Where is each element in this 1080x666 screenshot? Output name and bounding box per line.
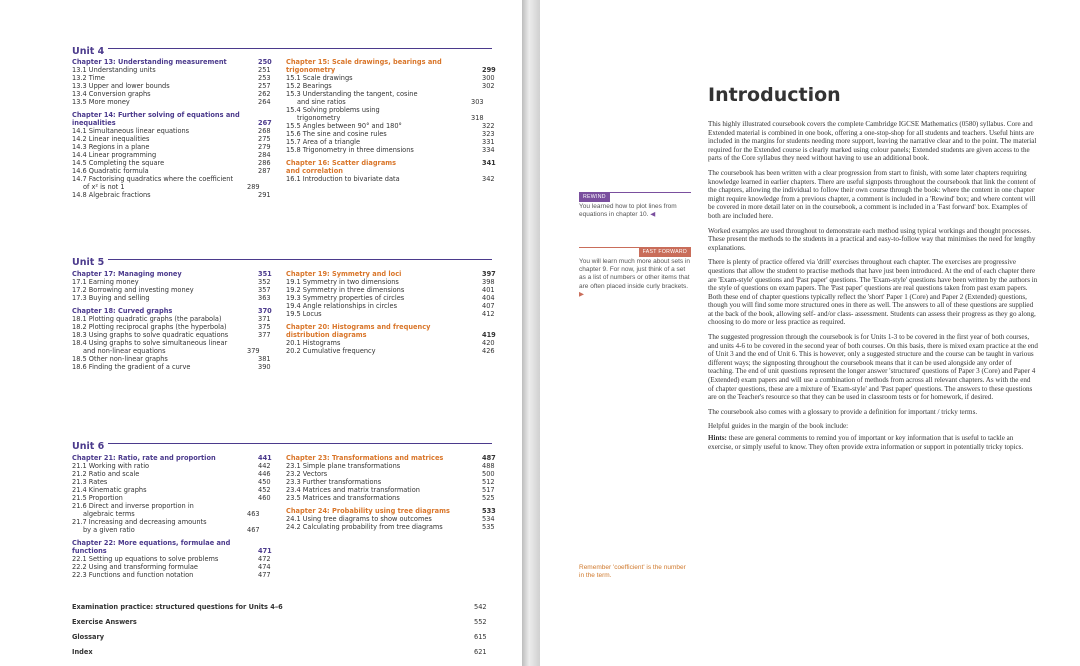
section-entry[interactable]: 18.4 Using graphs to solve simultaneous linear [72, 339, 228, 347]
rewind-arrow-icon: ◀ [650, 211, 656, 219]
paragraph: This highly illustrated coursebook covers the complete Cambridge IGCSE Mathematics (0580) syllabus. Core and Extended material is combined in one book, offering a one-stop-shop for all students and teachers. Useful hints are included in the margins for students needing more support, leaving the narrative clear and to the point. The material required for the Extended course is clearly marked using colour panels; Extended students are given access to the parts of the Core syllabus they need without having to use an additional book. [708, 120, 1037, 163]
rewind-box [579, 192, 691, 219]
section-entry[interactable]: 24.2 Calculating probability from tree diagrams 535 [286, 523, 495, 531]
introduction-page [540, 0, 1080, 666]
section-entry[interactable]: of x² is not 1 289 [83, 183, 260, 191]
unit-title: Unit 6 [72, 441, 108, 452]
section-entry[interactable]: 14.5 Completing the square 286 [72, 159, 271, 167]
section-entry[interactable]: 20.1 Histograms 420 [286, 339, 495, 347]
section-entry[interactable]: 18.2 Plotting reciprocal graphs (the hyperbola) 375 [72, 323, 271, 331]
section-entry[interactable]: 16.1 Introduction to bivariate data 342 [286, 175, 495, 183]
contents-page [0, 0, 522, 666]
section-entry[interactable]: 13.4 Conversion graphs 262 [72, 90, 271, 98]
page-title: Introduction [708, 84, 841, 106]
section-entry[interactable]: 21.3 Rates 450 [72, 478, 271, 486]
unit-title: Unit 4 [72, 46, 108, 57]
chapter-entry[interactable]: Chapter 21: Ratio, rate and proportion 441 [72, 454, 272, 462]
section-entry[interactable]: 15.4 Solving problems using [286, 106, 380, 114]
section-entry[interactable]: 19.2 Symmetry in three dimensions 401 [286, 286, 495, 294]
section-entry[interactable]: and non-linear equations 379 [83, 347, 260, 355]
paragraph: Helpful guides in the margin of the book include: [708, 422, 849, 431]
chapter-entry[interactable]: Chapter 20: Histograms and frequency distribution diagrams 419 [286, 323, 496, 339]
section-entry[interactable]: 22.2 Using and transforming formulae 474 [72, 563, 271, 571]
back-matter-entry[interactable]: Index 621 [72, 648, 487, 656]
section-entry[interactable]: 13.5 More money 264 [72, 98, 271, 106]
section-entry[interactable]: 19.4 Angle relationships in circles 407 [286, 302, 495, 310]
section-entry[interactable]: 23.2 Vectors 500 [286, 470, 495, 478]
unit-heading [72, 41, 492, 55]
section-entry[interactable]: 19.1 Symmetry in two dimensions 398 [286, 278, 495, 286]
section-entry[interactable]: 23.4 Matrices and matrix transformation 517 [286, 486, 495, 494]
chapter-entry[interactable]: Chapter 23: Transformations and matrices 487 [286, 454, 496, 462]
intro-body [708, 120, 1038, 457]
toc-column [72, 270, 272, 371]
section-entry[interactable]: 13.3 Upper and lower bounds 257 [72, 82, 271, 90]
back-matter-entry[interactable]: Glossary 615 [72, 633, 487, 641]
paragraph: The suggested progression through the coursebook is for Units 1-3 to be covered in the first year of both courses, and units 4-6 to be covered in the second year of both courses. On this basis, there is mixed exam practice at the end of Unit 3 and the end of Unit 6. This is however, only a suggested structure and the course can be taught in various different ways; the signposting throughout the coursebook means that it can be used alongside any order of teaching. The end of unit questions represent the longer answer 'structured' questions of Paper 3 (Core) and Paper 4 (Extended) exam papers and will use a combination of methods from across all relevant chapters. As with the end of chapter questions, these are a mixture of 'Exam-style' and 'Past paper' questions. The answers to these questions are on the Teacher's resource so that they can be used in classroom tests or for homework, if desired. [708, 333, 1038, 402]
toc-column [286, 58, 496, 183]
fast-forward-box [579, 247, 691, 299]
paragraph: The coursebook also comes with a glossary to provide a definition for important / tricky terms. [708, 407, 978, 416]
section-entry[interactable]: 17.3 Buying and selling 363 [72, 294, 271, 302]
section-entry[interactable]: 15.2 Bearings 302 [286, 82, 495, 90]
paragraph: The coursebook has been written with a clear progression from start to finish, with some later chapters requiring knowledge learned in earlier chapters. There are useful signposts throughout the coursebook that link the content of the chapters, allowing the individual to follow their own course through the book: where the content in one chapter might require knowledge from a previous chapter, a comment is included in a 'Rewind' box; and where content will be covered in more detail later on in the coursebook, a comment is included in a 'Fast forward' box. Examples of both are included here. [708, 168, 1036, 220]
book-gutter [522, 0, 540, 666]
section-entry[interactable]: 14.4 Linear programming 284 [72, 151, 271, 159]
section-entry[interactable]: 18.3 Using graphs to solve quadratic equations 377 [72, 331, 271, 339]
chapter-entry[interactable]: Chapter 24: Probability using tree diagrams 533 [286, 507, 496, 515]
unit-heading [72, 436, 492, 450]
section-entry[interactable]: 15.1 Scale drawings 300 [286, 74, 495, 82]
section-entry[interactable]: 21.1 Working with ratio 442 [72, 462, 271, 470]
fast-forward-tag: FAST FORWARD [639, 247, 691, 257]
section-entry[interactable]: 13.1 Understanding units 251 [72, 66, 271, 74]
back-matter-entry[interactable]: Exercise Answers 552 [72, 618, 487, 626]
section-entry[interactable]: 23.3 Further transformations 512 [286, 478, 495, 486]
fast-forward-arrow-icon: ▶ [579, 290, 584, 298]
section-entry[interactable]: 19.5 Locus 412 [286, 310, 495, 318]
section-entry[interactable]: 14.1 Simultaneous linear equations 268 [72, 127, 271, 135]
unit-title: Unit 5 [72, 257, 108, 268]
chapter-entry[interactable]: Chapter 16: Scatter diagrams and correlation 341 [286, 159, 496, 175]
section-entry[interactable]: 18.5 Other non-linear graphs 381 [72, 355, 271, 363]
section-entry[interactable]: by a given ratio 467 [83, 526, 260, 534]
paragraph: There is plenty of practice offered via 'drill' exercises throughout each chapter. The exercises are progressive questions that allow the student to practise methods that have just been introduced. At the end of each chapter there are 'Exam-style' questions and 'Past paper' questions. The 'Exam-style' questions have been written by the authors in the style of questions on exam papers. The 'Past paper' questions are real questions taken from past exam papers. Both these end of chapter questions typically reflect the 'short' Paper 1 (Core) and Paper 2 (Extended) questions, though you will find some more structured ones in there as well. The answers to all of these questions are supplied at the back of the book, allowing self- and/or class- assessment. Students can assess their progress as they go along, choosing to do more or less practice as required. [708, 258, 1038, 327]
section-entry[interactable]: 15.7 Area of a triangle 331 [286, 138, 495, 146]
toc-column [286, 454, 496, 531]
section-entry[interactable]: 18.6 Finding the gradient of a curve 390 [72, 363, 271, 371]
section-entry[interactable]: 18.1 Plotting quadratic graphs (the parabola) 371 [72, 315, 271, 323]
section-entry[interactable]: 14.8 Algebraic fractions 291 [72, 191, 271, 199]
section-entry[interactable]: 14.2 Linear inequalities 275 [72, 135, 271, 143]
section-entry[interactable]: 14.6 Quadratic formula 287 [72, 167, 271, 175]
section-entry[interactable]: trigonometry 318 [297, 114, 484, 122]
chapter-entry[interactable]: Chapter 17: Managing money 351 [72, 270, 272, 278]
section-entry[interactable]: 15.5 Angles between 90° and 180° 322 [286, 122, 495, 130]
section-entry[interactable]: 21.5 Proportion 460 [72, 494, 271, 502]
toc-column [72, 454, 272, 579]
hints-paragraph [708, 434, 1038, 451]
chapter-entry[interactable]: Chapter 22: More equations, formulae and functions 471 [72, 539, 272, 555]
rewind-text: You learned how to plot lines from equations in chapter 10. [579, 203, 677, 219]
section-entry[interactable]: 17.1 Earning money 352 [72, 278, 271, 286]
section-entry[interactable]: 22.3 Functions and function notation 477 [72, 571, 271, 579]
section-entry[interactable]: 13.2 Time 253 [72, 74, 271, 82]
section-entry[interactable]: 21.6 Direct and inverse proportion in [72, 502, 194, 510]
unit-heading [72, 252, 492, 266]
section-entry[interactable]: 14.7 Factorising quadratics where the coefficient [72, 175, 234, 183]
section-entry[interactable]: 17.2 Borrowing and investing money 357 [72, 286, 271, 294]
section-entry[interactable]: 22.1 Setting up equations to solve problems 472 [72, 555, 271, 563]
section-entry[interactable]: algebraic terms 463 [83, 510, 260, 518]
chapter-entry[interactable]: Chapter 15: Scale drawings, bearings and trigonometry 299 [286, 58, 496, 74]
chapter-entry[interactable]: Chapter 13: Understanding measurement 250 [72, 58, 272, 66]
toc-column [286, 270, 496, 355]
section-entry[interactable]: 23.1 Simple plane transformations 488 [286, 462, 495, 470]
section-entry[interactable]: 21.7 Increasing and decreasing amounts [72, 518, 207, 526]
paragraph: Worked examples are used throughout to demonstrate each method using typical workings and thought processes. These present the methods to the students in a practical and easy-to-follow way that minimises the need for lengthy explanations. [708, 226, 1036, 252]
section-entry[interactable]: 15.3 Understanding the tangent, cosine [286, 90, 418, 98]
fast-forward-text: You will learn much more about sets in chapter 9. For now, just think of a set as a list of numbers or other items that are often placed inside curly brackets. [579, 258, 691, 290]
chapter-entry[interactable]: Chapter 14: Further solving of equations and inequalities 267 [72, 111, 272, 127]
hints-label: Hints: [708, 434, 727, 442]
section-entry[interactable]: 14.3 Regions in a plane 279 [72, 143, 271, 151]
section-entry[interactable]: 23.5 Matrices and transformations 525 [286, 494, 495, 502]
section-entry[interactable]: 15.6 The sine and cosine rules 323 [286, 130, 495, 138]
section-entry[interactable]: and sine ratios 303 [297, 98, 484, 106]
section-entry[interactable]: 20.2 Cumulative frequency 426 [286, 347, 495, 355]
toc-column [72, 58, 272, 199]
hints-text: these are general comments to remind you of important or key information that is useful to tackle an exercise, or simply useful to know. They often provide extra information or support in potentially tricky topics. [708, 434, 1024, 451]
back-matter [72, 603, 492, 663]
chapter-entry[interactable]: Chapter 18: Curved graphs 370 [72, 307, 272, 315]
section-entry[interactable]: 24.1 Using tree diagrams to show outcomes 534 [286, 515, 495, 523]
section-entry[interactable]: 19.3 Symmetry properties of circles 404 [286, 294, 495, 302]
rewind-tag: REWIND [579, 192, 610, 202]
hint-note: Remember 'coefficient' is the number in the term. [579, 564, 686, 580]
section-entry[interactable]: 21.2 Ratio and scale 446 [72, 470, 271, 478]
section-entry[interactable]: 21.4 Kinematic graphs 452 [72, 486, 271, 494]
chapter-entry[interactable]: Chapter 19: Symmetry and loci 397 [286, 270, 496, 278]
section-entry[interactable]: 15.8 Trigonometry in three dimensions 334 [286, 146, 495, 154]
back-matter-entry[interactable]: Examination practice: structured questions for Units 4–6 542 [72, 603, 487, 611]
